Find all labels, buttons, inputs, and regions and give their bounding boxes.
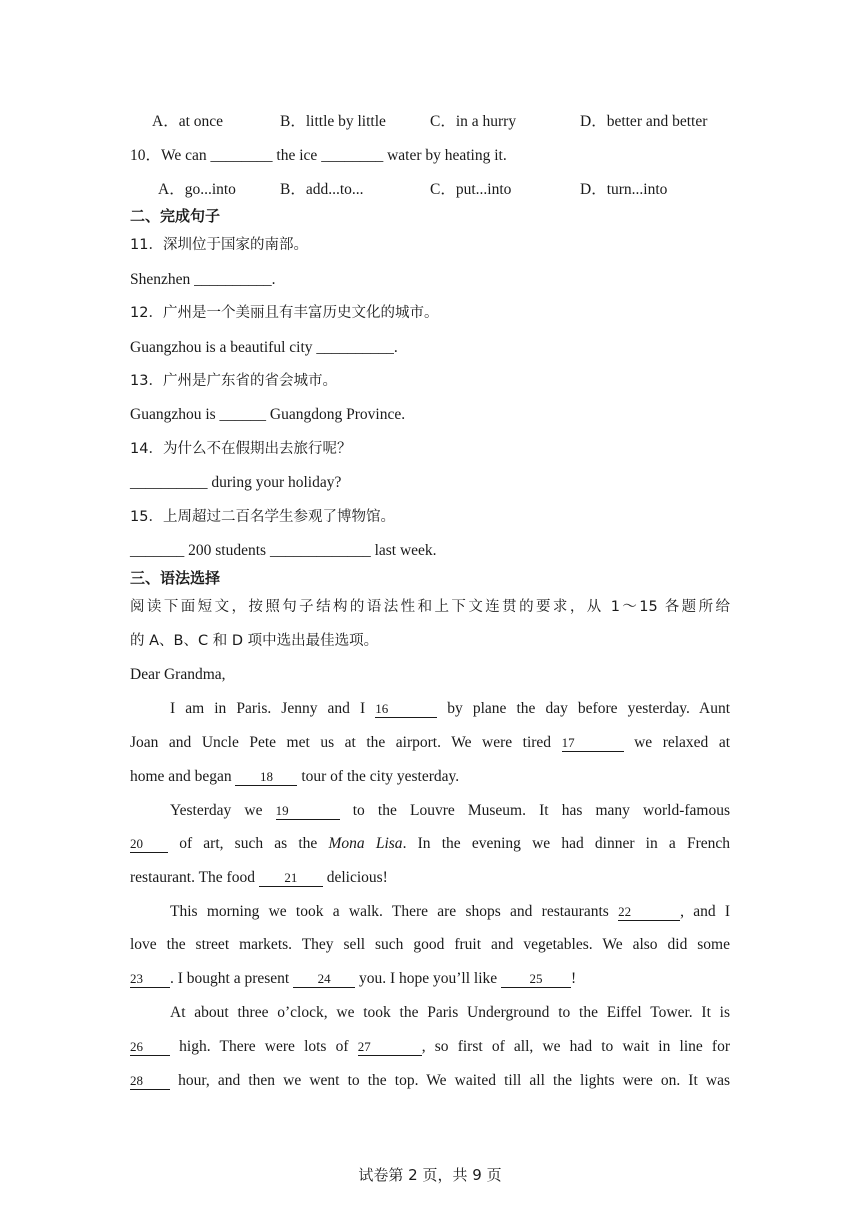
blank-25: 25: [501, 971, 571, 988]
q9-option-c: C．in a hurry: [430, 113, 517, 130]
p2-italic-title: Mona Lisa: [328, 835, 403, 852]
q13-blank: ______: [219, 406, 267, 423]
blank-19: 19: [276, 803, 340, 820]
q10-option-d: D．turn...into: [580, 181, 668, 198]
q9-option-b: B．little by little: [280, 113, 386, 130]
blank-21: 21: [259, 870, 323, 887]
p2-text: . In the evening we had dinner in a French: [402, 835, 731, 852]
q12-english: [130, 338, 398, 358]
q15-blank-1: _______: [130, 542, 185, 559]
q11-text: Shenzhen: [130, 271, 191, 288]
p4-text: high. There were lots of: [179, 1038, 349, 1055]
p1-line-3: [130, 767, 459, 787]
q9-option-a: A．at once: [152, 113, 224, 130]
blank-26: 26: [130, 1039, 170, 1056]
q13-text: Guangzhou is: [130, 406, 216, 423]
q10-text-2: the ice: [276, 147, 318, 164]
q14-english: [130, 473, 341, 493]
blank-22: 22: [618, 904, 680, 921]
q15-text-end: last week.: [374, 542, 437, 559]
p3-line-2: love the street markets. They sell such good fruit and vegetables. We also did some: [130, 936, 730, 953]
p3-text: This morning we took a walk. There are shops and restaurants: [170, 903, 609, 920]
blank-16: 16: [375, 701, 437, 718]
p3-text: !: [571, 970, 577, 987]
q10-text-1: We can: [161, 147, 207, 164]
blank-28: 28: [130, 1073, 170, 1090]
p4-line-1: At about three o’clock, we took the Paris Underground to the Eiffel Tower. It is: [170, 1004, 730, 1021]
p4-text: hour, and then we went to the top. We waited till all the lights were on. It was: [178, 1072, 730, 1089]
p1-text: home and began: [130, 768, 232, 785]
q11-chinese: 11．深圳位于国家的南部。: [130, 237, 308, 253]
p2-text: delicious!: [326, 869, 388, 886]
page-footer: 试卷第 2 页，共 9 页: [358, 1166, 502, 1184]
p1-text: by plane the day before yesterday. Aunt: [447, 700, 731, 717]
q15-text-mid: 200 students: [188, 542, 267, 559]
q10-text-3: water by heating it.: [387, 147, 507, 164]
p4-line-3: [130, 1071, 730, 1091]
q15-english: [130, 541, 437, 561]
q10-blank-2: ________: [321, 147, 384, 164]
q12-end: .: [393, 339, 398, 356]
p1-text: Joan and Uncle Pete met us at the airport. We were tired: [130, 734, 552, 751]
p2-line-3: [130, 868, 388, 888]
letter-salutation: Dear Grandma,: [130, 666, 226, 683]
p1-text: tour of the city yesterday.: [301, 768, 460, 785]
q10-blank-1: ________: [210, 147, 273, 164]
q10-number: 10．: [130, 147, 162, 164]
p1-line-2: [130, 733, 730, 753]
q14-chinese: 14．为什么不在假期出去旅行呢？: [130, 441, 352, 457]
blank-24: 24: [293, 971, 355, 988]
p2-text: restaurant. The food: [130, 869, 255, 886]
p1-text: I am in Paris. Jenny and I: [170, 700, 366, 717]
section3-instructions-1: 阅读下面短文，按照句子结构的语法性和上下文连贯的要求，从 1～15 各题所给: [130, 599, 730, 615]
p3-text: . I bought a present: [170, 970, 290, 987]
blank-18: 18: [235, 769, 297, 786]
q15-chinese: 15．上周超过二百名学生参观了博物馆。: [130, 509, 395, 525]
q12-chinese: 12．广州是一个美丽且有丰富历史文化的城市。: [130, 305, 439, 321]
section2-heading: 二、完成句子: [130, 207, 221, 225]
p2-text: to the Louvre Museum. It has many world-famous: [352, 802, 730, 819]
q9-option-d: D．better and better: [580, 113, 708, 130]
blank-23: 23: [130, 971, 170, 988]
blank-27: 27: [358, 1039, 422, 1056]
q13-end: Guangdong Province.: [269, 406, 406, 423]
q13-english: [130, 405, 405, 425]
q10-option-a: A．go...into: [158, 181, 236, 198]
p3-text: , and I: [680, 903, 730, 920]
p2-line-2: [130, 834, 730, 854]
q14-text: during your holiday?: [211, 474, 342, 491]
p1-line-1: [170, 699, 730, 719]
blank-17: 17: [562, 735, 624, 752]
q15-blank-2: _____________: [269, 542, 371, 559]
p3-line-3: [130, 969, 576, 989]
q10-option-c: C．put...into: [430, 181, 512, 198]
q10-stem: [130, 146, 507, 166]
p2-text: of art, such as the: [179, 835, 318, 852]
p2-line-1: [170, 801, 730, 821]
p2-text: Yesterday we: [170, 802, 263, 819]
q11-end: .: [271, 271, 276, 288]
p3-line-1: [170, 902, 730, 922]
q11-english: [130, 270, 276, 290]
blank-20: 20: [130, 836, 168, 853]
section3-heading: 三、语法选择: [130, 569, 221, 587]
q12-blank: __________: [316, 339, 394, 356]
q10-option-b: B．add...to...: [280, 181, 364, 198]
q11-blank: __________: [194, 271, 272, 288]
section3-instructions-2: 的 A、B、C 和 D 项中选出最佳选项。: [130, 633, 379, 649]
p4-text: , so first of all, we had to wait in line for: [421, 1038, 730, 1055]
p4-line-2: [130, 1037, 730, 1057]
q14-blank: __________: [130, 474, 208, 491]
p3-text: you. I hope you’ll like: [358, 970, 498, 987]
p1-text: we relaxed at: [634, 734, 731, 751]
q12-text: Guangzhou is a beautiful city: [130, 339, 313, 356]
q13-chinese: 13．广州是广东省的省会城市。: [130, 373, 337, 389]
